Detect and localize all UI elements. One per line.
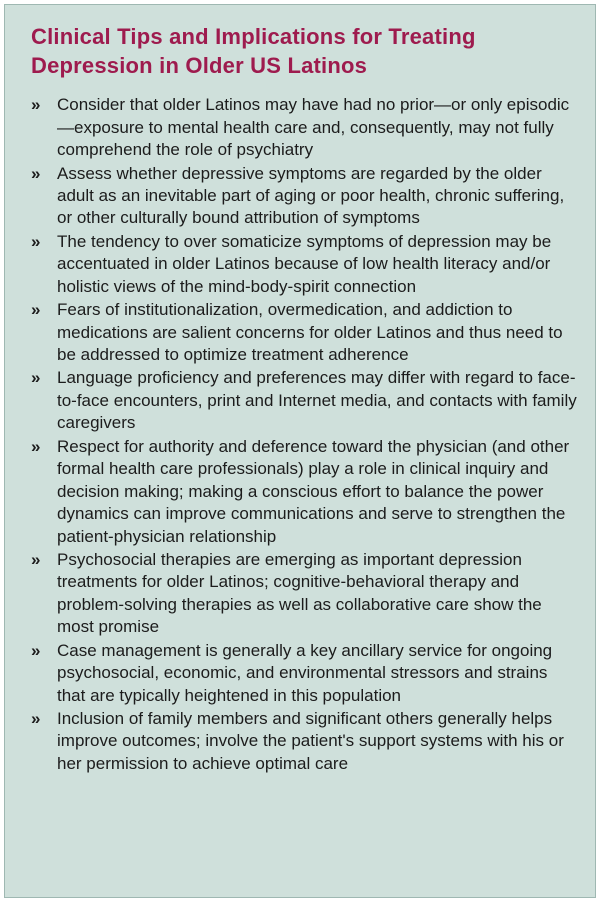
tip-text: Psychosocial therapies are emerging as important depression treatments for older Latinos; cognitive-behavioral therapy and problem-solving therapies as well as collaborative care show the most promise [57, 549, 542, 637]
box-title: Clinical Tips and Implications for Treating Depression in Older US Latinos [31, 24, 476, 78]
double-arrow-bullet-icon: » [31, 640, 40, 660]
list-item [31, 549, 577, 639]
double-arrow-bullet-icon: » [31, 163, 40, 183]
tip-text: Inclusion of family members and significant others generally helps improve outcomes; involve the patient's support systems with his or her permission to achieve optimal care [57, 709, 564, 773]
tip-text: The tendency to over somaticize symptoms of depression may be accentuated in older Latinos because of low health literacy and/or holistic views of the mind-body-spirit connection [57, 231, 552, 296]
double-arrow-bullet-icon: » [31, 709, 40, 728]
list-item [31, 640, 577, 707]
list-item [31, 299, 577, 366]
tip-text: Language proficiency and preferences may differ with regard to face-to-face encounters, print and Internet media, and contacts with family caregivers [57, 368, 577, 433]
double-arrow-bullet-icon: » [31, 231, 40, 251]
tip-text: Fears of institutionalization, overmedication, and addiction to medications are salient concerns for older Latinos and thus need to be addressed to optimize treatment adherence [57, 300, 563, 364]
double-arrow-bullet-icon: » [31, 300, 40, 320]
list-item [31, 367, 577, 434]
tip-text: Assess whether depressive symptoms are regarded by the older adult as an inevitable part of aging or poor health, chronic suffering, or other culturally bound attribution of symptoms [57, 163, 565, 228]
list-item [31, 94, 577, 161]
tips-list [31, 94, 577, 775]
tip-text: Respect for authority and deference toward the physician (and other formal health care professionals) play a role in clinical inquiry and decision making; making a conscious effort to balance the power dynamics can improve communications and serve to strengthen the patient-physician relationship [57, 436, 570, 546]
tip-text: Consider that older Latinos may have had no prior—or only episodic—exposure to mental health care and, consequently, may not fully comprehend the role of psychiatry [57, 95, 570, 160]
list-item [31, 163, 577, 230]
double-arrow-bullet-icon: » [31, 549, 40, 569]
double-arrow-bullet-icon: » [31, 436, 40, 456]
list-item [31, 436, 577, 548]
double-arrow-bullet-icon: » [31, 368, 40, 388]
tip-text: Case management is generally a key ancillary service for ongoing psychosocial, economic, and environmental stressors and strains that are typically heightened in this population [57, 640, 553, 705]
list-item [31, 708, 577, 775]
double-arrow-bullet-icon: » [31, 95, 40, 115]
clinical-tips-box [4, 4, 596, 898]
list-item [31, 231, 577, 298]
